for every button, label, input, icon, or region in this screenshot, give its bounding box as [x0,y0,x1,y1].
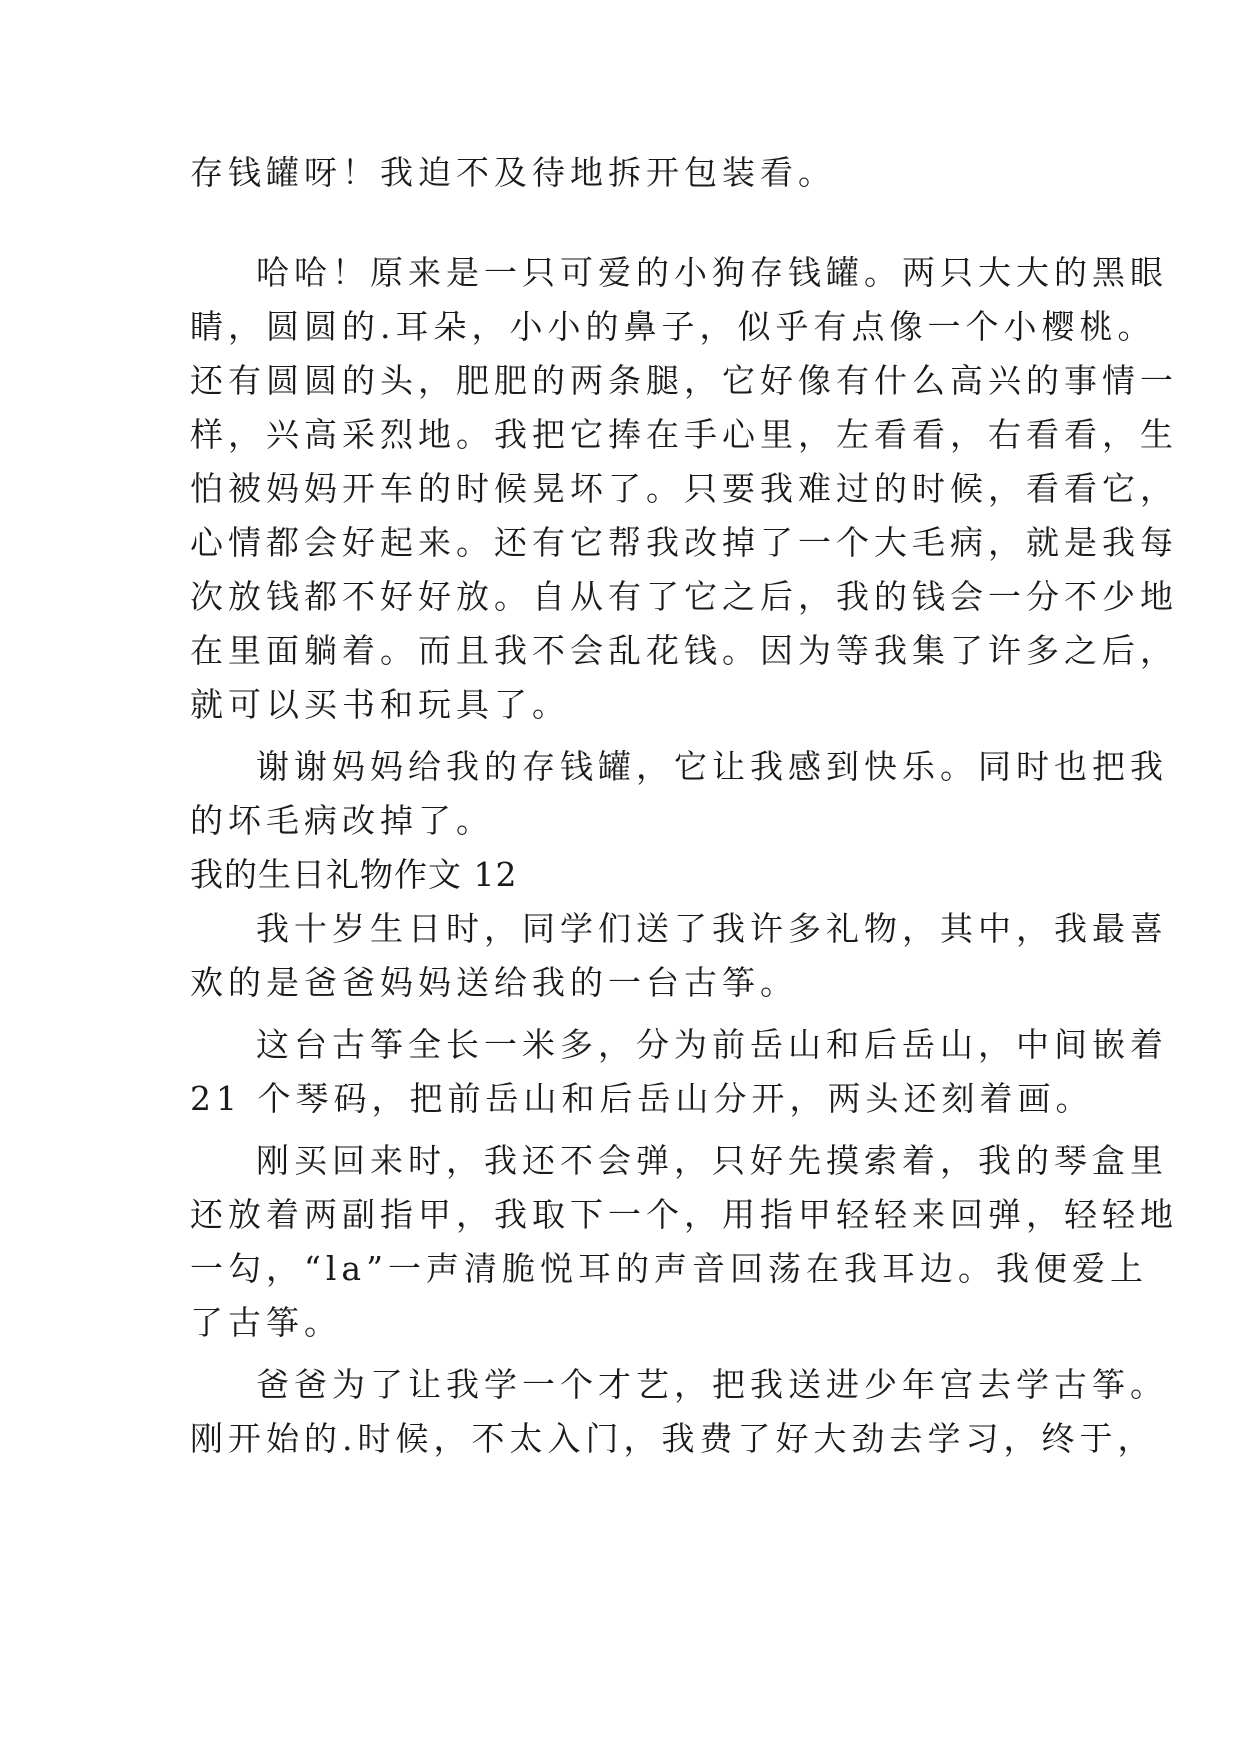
text-line: 谢谢妈妈给我的存钱罐，它让我感到快乐。同时也把我 [256,747,1168,786]
text-line: 次放钱都不好好放。自从有了它之后，我的钱会一分不少地 [190,577,1178,616]
text-line: 的坏毛病改掉了。 [190,801,494,840]
section-heading: 我的生日礼物作文 12 [190,855,518,894]
text-line: 这台古筝全长一米多，分为前岳山和后岳山，中间嵌着 [256,1025,1168,1064]
text-line: 怕被妈妈开车的时候晃坏了。只要我难过的时候，看看它， [190,469,1178,508]
text-line: 存钱罐呀！我迫不及待地拆开包装看。 [190,153,836,192]
text-line: 睛，圆圆的.耳朵，小小的鼻子，似乎有点像一个小樱桃。 [190,307,1156,346]
text-line: 还有圆圆的头，肥肥的两条腿，它好像有什么高兴的事情一 [190,361,1178,400]
text-line: 就可以买书和玩具了。 [190,685,570,724]
text-line: 在里面躺着。而且我不会乱花钱。因为等我集了许多之后， [190,631,1178,670]
text-line: 哈哈！原来是一只可爱的小狗存钱罐。两只大大的黑眼 [256,253,1168,292]
text-line: 爸爸为了让我学一个才艺，把我送进少年宫去学古筝。 [256,1365,1168,1404]
text-line: 21 个琴码，把前岳山和后岳山分开，两头还刻着画。 [190,1079,1094,1118]
text-line: 刚买回来时，我还不会弹，只好先摸索着，我的琴盒里 [256,1141,1168,1180]
text-line: 样，兴高采烈地。我把它捧在手心里，左看看，右看看，生 [190,415,1178,454]
text-line: 欢的是爸爸妈妈送给我的一台古筝。 [190,963,798,1002]
text-line: 我十岁生日时，同学们送了我许多礼物，其中，我最喜 [256,909,1168,948]
text-line: 一勾，“la”一声清脆悦耳的声音回荡在我耳边。我便爱上 [190,1249,1148,1288]
text-line: 心情都会好起来。还有它帮我改掉了一个大毛病，就是我每 [190,523,1178,562]
text-line: 还放着两副指甲，我取下一个，用指甲轻轻来回弹，轻轻地 [190,1195,1178,1234]
text-line: 刚开始的.时候，不太入门，我费了好大劲去学习，终于， [190,1419,1156,1458]
text-line: 了古筝。 [190,1303,342,1342]
